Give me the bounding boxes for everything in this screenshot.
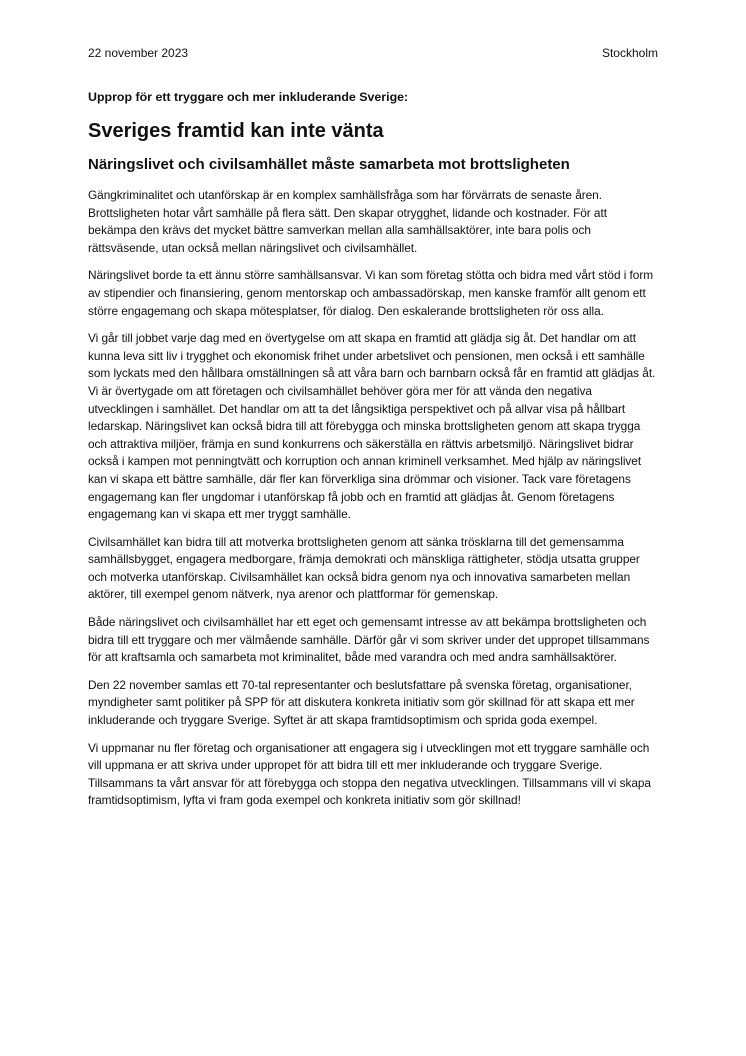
paragraph-1: Gängkriminalitet och utanförskap är en komplex samhällsfråga som har förvärrats de senaste åren. Brottsligheten hotar vårt samhälle på flera sätt. Den skapar otrygghet, lidande och kostnader. För att bekämpa den krävs det mycket bättre samverkan mellan alla samhällsaktörer, inte bara polis och rättsväsende, utan också mellan näringslivet och civilsamhället. (88, 188, 607, 255)
header-date: 22 november 2023 (88, 46, 189, 60)
paragraph-3: Vi går till jobbet varje dag med en övertygelse om att skapa en framtid att glädja sig åt. Det handlar om att kunna leva sitt liv i trygghet och ekonomisk frihet under arbetslivet och pensionen, men också i ett samhälle som lyckats med den hållbara omställningen så att våra barn och barnbarn också får en framtid att glädjas åt. Vi är övertygade om att företagen och civilsamhället behöver göra mer för att vända den negativa utvecklingen i samhället. Det handlar om att ta det långsiktiga perspektivet och på allvar visa på hållbart ledarskap. Näringslivet kan också bidra till att förebygga och minska brottsligheten genom att skapa trygga och attraktiva miljöer, främja en sund konkurrens och säkerställa en rättvis arbetsmiljö. Näringslivet bidrar också i kampen mot penningtvätt och korruption och annan kriminell verksamhet. Med hjälp av näringslivet kan vi skapa ett bättre samhälle, där fler kan förverkliga sina drömmar och visioner. Tack vare företagens engagemang kan fler ungdomar i utanförskap få jobb och en framtid att glädjas åt. Genom företagens engagemang kan vi skapa ett mer tryggt samhälle. (88, 331, 656, 522)
document-title: Sveriges framtid kan inte vänta (88, 120, 384, 142)
paragraph-4: Civilsamhället kan bidra till att motverka brottsligheten genom att sänka trösklarna till det gemensamma samhällsbygget, engagera medborgare, främja demokrati och mänskliga rättigheter, stödja utsatta grupper och motverka utanförskap. Civilsamhället kan också bidra genom nya och innovativa samarbeten mellan aktörer, till exempel genom nätverk, nya arenor och plattformar för gemenskap. (88, 534, 640, 602)
document-header (88, 44, 658, 62)
document-subtitle: Näringslivet och civilsamhället måste samarbeta mot brottsligheten (88, 156, 570, 173)
document-body (88, 88, 658, 820)
paragraph-5: Både näringslivet och civilsamhället har ett eget och gemensamt intresse av att bekämpa brottsligheten och bidra till ett tryggare och mer välmående samhälle. Därför går vi som skriver under det uppropet tillsammans för att kraftsamla och samarbeta mot kriminalitet, både med varandra och med andra samhällsaktörer. (88, 615, 650, 665)
paragraph-6: Den 22 november samlas ett 70-tal representanter och beslutsfattare på svenska företag, organisationer, myndigheter samt politiker på SPP för att diskutera konkreta initiativ som gör skillnad för att skapa ett mer inkluderande och tryggare Sverige. Syftet är att skapa framtidsoptimism och sprida goda exempel. (88, 677, 635, 728)
header-place: Stockholm (601, 46, 658, 60)
paragraph-2: Näringslivet borde ta ett ännu större samhällsansvar. Vi kan som företag stötta och bidra med vårt stöd i form av stipendier och finansiering, genom mentorskap och ambassadörskap, men kanske framför allt genom ett större engagemang och skapa mötesplatser, för dialog. Den eskalerande brottsligheten rör oss alla. (88, 268, 654, 318)
document-kicker: Upprop för ett tryggare och mer inkluderande Sverige: (88, 90, 409, 104)
paragraph-7: Vi uppmanar nu fler företag och organisationer att engagera sig i utvecklingen mot ett tryggare samhälle och vill uppmana er att skriva under uppropet för att bidra till ett mer inkluderande och tryggare Sverige. Tillsammans ta vårt ansvar för att förebygga och stoppa den negativa utvecklingen. Tillsammans vill vi skapa framtidsoptimism, lyfta vi fram goda exempel och konkreta initiativ som gör skillnad! (88, 740, 651, 808)
